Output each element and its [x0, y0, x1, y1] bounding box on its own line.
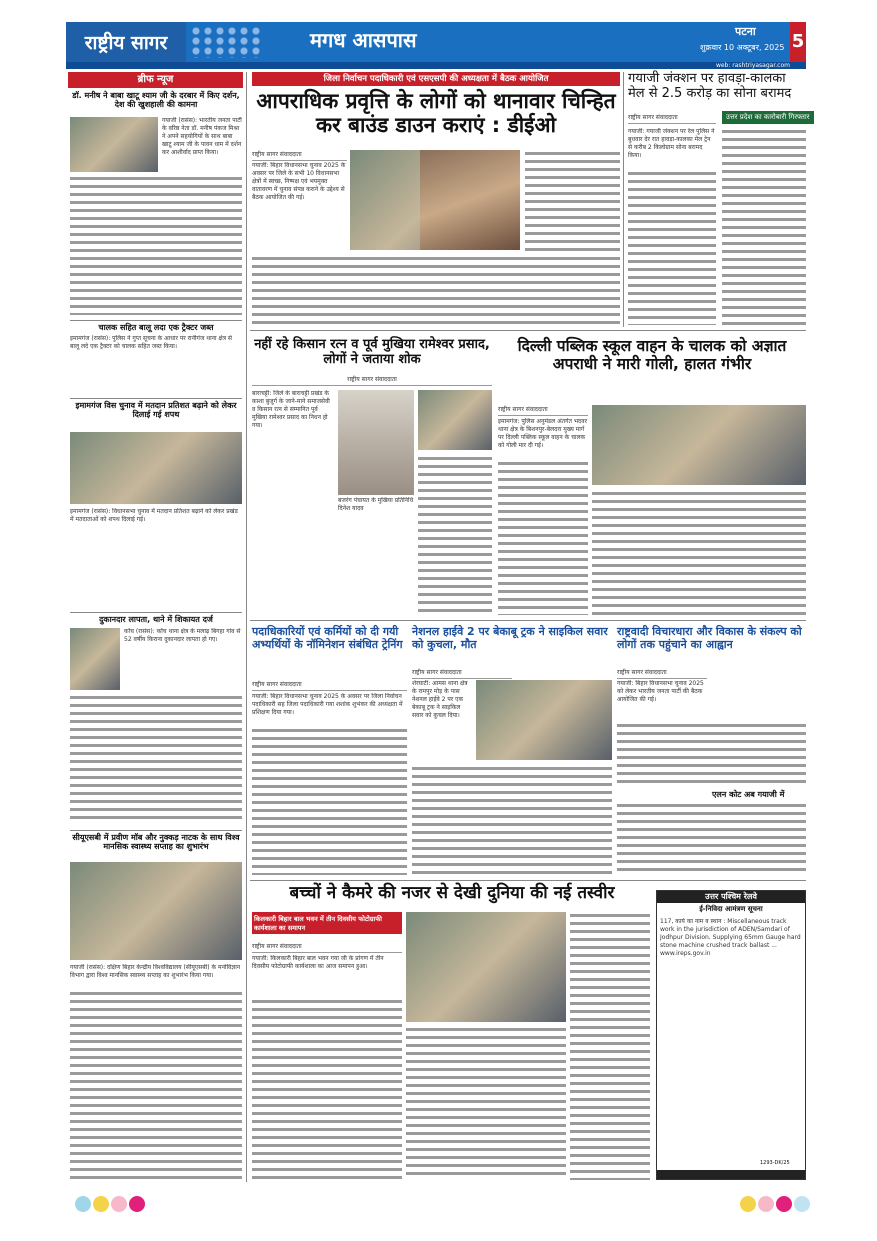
byline: राष्ट्रीय सागर संवाददाता: [252, 150, 347, 161]
news-photo: [70, 117, 158, 172]
meeting-photo: [420, 150, 520, 250]
color-dot: [75, 1196, 91, 1212]
edition-city: पटना: [735, 25, 756, 38]
byline: राष्ट्रीय सागर संवाददाता: [617, 668, 707, 679]
color-dot: [740, 1196, 756, 1212]
article-text: [498, 460, 588, 615]
article-text: [570, 912, 650, 1180]
footer-color-dots-left: [75, 1196, 147, 1216]
page-number: 5: [790, 22, 806, 62]
article-text: [252, 998, 402, 1180]
accident-photo: [476, 680, 612, 760]
article-text: [70, 694, 242, 822]
portrait-photo: [338, 390, 414, 495]
byline: राष्ट्रीय सागर संवाददाता: [412, 668, 512, 679]
article-text: [592, 490, 806, 615]
brief-headline: सीयूएसबी में प्रवीण मॉब और नुक्कड़ नाटक के साथ विश्व मानसिक स्वास्थ्य सप्ताह का शुभारंभ: [70, 830, 242, 851]
brief-headline: इमामगंज विस चुनाव में मतदान प्रतिशत बढ़ाने को लेकर दिलाई गई शपथ: [70, 398, 242, 419]
dps-body: इमामगंज: पुलिस अनुमंडल अंतर्गत भदवर थाना क्षेत्र के बिशनपुर-बेलदरा मुख्य मार्ग पर दिल्ली पब्लिक स्कूल वाहन के चालक को गोली मार दी गई।: [498, 418, 588, 449]
byline: राष्ट्रीय सागर संवाददाता: [252, 942, 402, 953]
tender-footer-bar: [657, 1170, 805, 1179]
color-dot: [111, 1196, 127, 1212]
bjp-headline: राष्ट्रवादी विचारधारा और विकास के संकल्प को लोगों तक पहुंचाने का आह्वान: [617, 625, 802, 651]
tender-code: 1293-DK/25: [760, 1160, 790, 1166]
byline: राष्ट्रीय सागर संवाददाता: [498, 405, 588, 416]
brief-body: इमामगंज (रासंस): पुलिस ने गुप्त सूचना के आधार पर रानीगंज थाना क्षेत्र से बालू लदे एक ट्रैक्टर को चालक सहित जब्त किया।: [70, 335, 232, 350]
camera-body: गयाजी: किलकारी बिहार बाल भवन गया जी के प्रांगण में तीन दिवसीय फोटोग्राफी कार्यशाला का आज समापन हुआ।: [252, 955, 384, 970]
missing-person-photo: [70, 628, 120, 690]
divider: [250, 880, 806, 881]
obit-headline: नहीं रहे किसान रत्न व पूर्व मुखिया रामेश्वर प्रसाद, लोगों ने जताया शोक: [254, 337, 490, 367]
color-dot: [758, 1196, 774, 1212]
accident-headline: नेशनल हाईवे 2 पर बेकाबू ट्रक ने साइकिल सवार को कुचला, मौत: [412, 625, 608, 651]
color-dot: [93, 1196, 109, 1212]
obit-body: बाराचट्टी: जिले के बाराचट्टी प्रखंड के काशा बुजुर्ग के जाने-माने समाजसेवी व किसान रत्न से सम्मानित पूर्व मुखिया रामेश्वर प्रसाद का निधन हो गया।: [252, 390, 330, 429]
training-headline: पदाधिकारियों एवं कर्मियों को दी गयी अभ्यर्थियों के नॉमिनेशन संबंधित ट्रेनिंग: [252, 625, 403, 651]
newspaper-logo: राष्ट्रीय सागर: [66, 22, 186, 62]
brief-body: गयाजी (रासंस): भारतीय जनता पार्टी के वरिष्ठ नेता डॉ. मनीष पंकज मिश्रा ने अपने सहयोगियों के साथ बाबा खाटू श्याम जी के पावन धाम में दर्शन कर आशीर्वाद प्राप्त किया।: [162, 117, 242, 156]
tender-body: 117, कार्य का नाम व स्थान : Miscellaneous track work in the jurisdiction of ADEN/Samdari of Jodhpur Division. Supplying 65mm Gauge hard stone machine crushed track ballast ... www.ireps.gov.in: [660, 918, 801, 957]
article-text: [252, 255, 620, 327]
accident-body: शेरघाटी: आमस थाना क्षेत्र के रामपुर मोड़ के पास नेशनल हाईवे 2 पर एक बेकाबू ट्रक ने साइकिल सवार को कुचल दिया।: [412, 680, 468, 719]
workshop-photo: [406, 912, 566, 1022]
camera-kicker: किलकारी बिहार बाल भवन में तीन दिवसीय फोटोग्राफी कार्यशाला का समापन: [252, 912, 402, 934]
footer-color-dots: [740, 1196, 812, 1216]
column-divider: [246, 72, 247, 1182]
byline: राष्ट्रीय सागर संवाददाता: [628, 113, 716, 124]
article-text: [617, 802, 806, 875]
lead-headline: आपराधिक प्रवृत्ति के लोगों को थानावार चिन्हित कर बाउंड डाउन कराएं : डीईओ: [256, 89, 616, 138]
article-text: [617, 722, 806, 788]
brief-body: इमामगंज (रासंस): विधानसभा चुनाव में मतदान प्रतिशत बढ़ाने को लेकर प्रखंड में मतदाताओं को शपथ दिलाई गई।: [70, 508, 238, 523]
crime-scene-photo: [592, 405, 806, 485]
decorative-dots: [190, 26, 260, 58]
brief-headline: चालक सहित बालू लदा एक ट्रैक्टर जब्त: [70, 320, 242, 332]
divider: [250, 620, 806, 621]
news-photo: [70, 862, 242, 960]
brief-news-label: ब्रीफ न्यूज: [68, 72, 243, 88]
article-text: [406, 1026, 566, 1180]
byline: राष्ट्रीय सागर संवाददाता: [252, 680, 407, 691]
gold-subhead: उत्तर प्रदेश का कारोबारी गिरफ्तार: [722, 111, 814, 124]
color-dot: [776, 1196, 792, 1212]
website-url: web: rashtriyasagar.com: [66, 62, 806, 69]
byline: राष्ट्रीय सागर संवाददाता: [252, 375, 492, 386]
article-text: [412, 765, 612, 875]
news-photo: [70, 432, 242, 504]
gold-body: गयाजी: गयाजी जंक्शन पर रेल पुलिस ने बुधवार देर रात हावड़ा-कालका मेल ट्रेन से करीब 2 किलोग्राम सोना बरामद किया।: [628, 128, 715, 159]
gold-headline: गयाजी जंक्शन पर हावड़ा-कालका मेल से 2.5 करोड़ का सोना बरामद: [628, 71, 792, 101]
brief-headline: दुकानदार लापता, थाने में शिकायत दर्ज: [70, 612, 242, 624]
lead-kicker: जिला निर्वाचन पदाधिकारी एवं एसएसपी की अध्यक्षता में बैठक आयोजित: [252, 72, 620, 86]
tender-title: ई-निविदा आमंत्रण सूचना: [699, 905, 763, 913]
article-text: [628, 170, 716, 325]
article-text: [722, 128, 806, 325]
brief-body: कोंच (रासंस): कोंच थाना क्षेत्र के मलाढ़ बिगहा गांव से 52 वर्षीय किराना दुकानदार लापता हो गए।: [124, 628, 241, 643]
bjp-body: गयाजी: बिहार विधानसभा चुनाव 2025 को लेकर भारतीय जनता पार्टी की बैठक आयोजित की गई।: [617, 680, 704, 703]
photo-caption: बजरंग पंचायत के मुखिया प्रतिनिधि दिनेश यादव: [338, 497, 414, 512]
article-text: [70, 990, 242, 1180]
article-text: [525, 150, 620, 255]
column-divider: [623, 72, 624, 327]
camera-headline: बच्चों ने कैमरे की नजर से देखी दुनिया की नई तस्वीर: [289, 883, 615, 903]
article-text: [252, 727, 407, 875]
brief-body: गयाजी (रासंस): दक्षिण बिहार केन्द्रीय विश्वविद्यालय (सीयूएसबी) के मनोविज्ञान विभाग द्वारा विश्व मानसिक स्वास्थ्य सप्ताह का शुभारंभ किया गया।: [70, 964, 241, 979]
tribute-photo: [418, 390, 492, 450]
lead-body: गयाजी: बिहार विधानसभा चुनाव 2025 के अवसर पर जिले के सभी 10 विधानसभा क्षेत्रों में स्वच्छ, निष्पक्ष एवं भयमुक्त वातावरण में चुनाव संपन्न कराने के उद्देश्य से बैठक आयोजित की गई।: [252, 162, 346, 201]
training-body: गयाजी: बिहार विधानसभा चुनाव 2025 के अवसर पर जिला निर्वाचन पदाधिकारी सह जिला पदाधिकारी गया शशांक शुभंकर की अध्यक्षता में प्रशिक्षण दिया गया।: [252, 693, 403, 716]
divider: [250, 330, 806, 331]
article-text: [70, 175, 242, 315]
tender-org: उत्तर पश्चिम रेलवे: [657, 891, 805, 903]
section-title: मगध आसपास: [310, 28, 417, 52]
dps-headline: दिल्ली पब्लिक स्कूल वाहन के चालक को अज्ञात अपराधी ने मारी गोली, हालत गंभीर: [517, 337, 787, 373]
brief-headline: डॉ. मनीष ने बाबा खाटू श्याम जी के दरबार में किए दर्शन, देश की खुशहाली की कामना: [72, 91, 240, 110]
edition-date: शुक्रवार 10 अक्टूबर, 2025: [700, 43, 785, 52]
color-dot: [129, 1196, 145, 1212]
article-text: [418, 455, 492, 615]
color-dot: [794, 1196, 810, 1212]
allen-subhead: एलन कोट अब गयाजी में: [712, 790, 785, 799]
